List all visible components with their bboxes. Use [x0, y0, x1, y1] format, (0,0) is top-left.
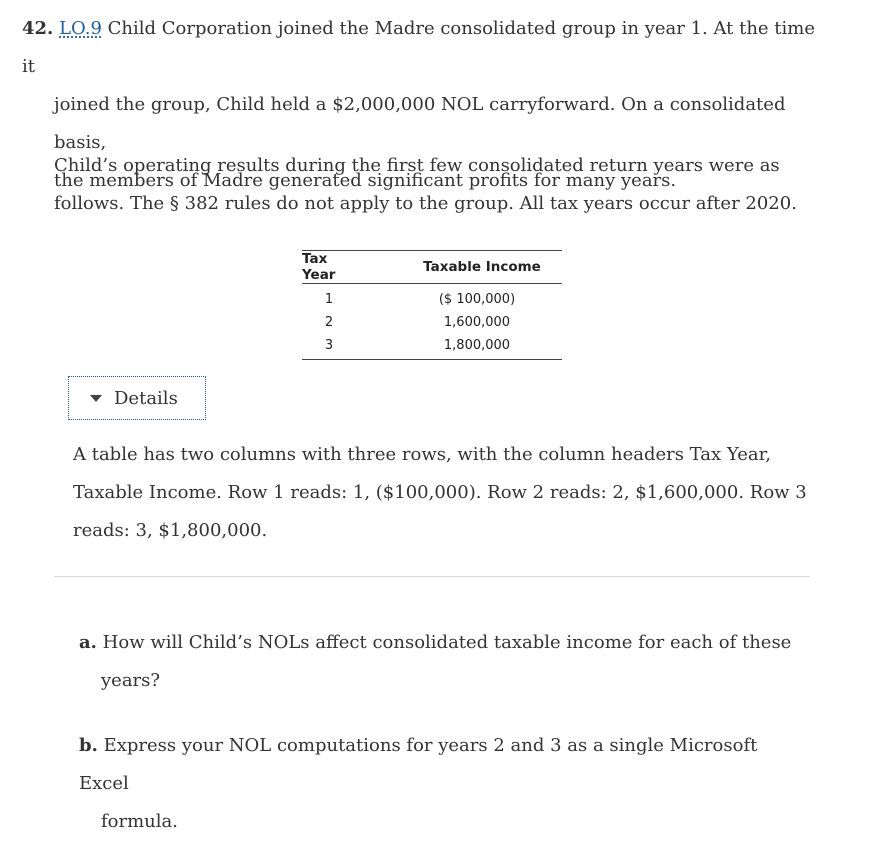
cell-year: 1	[324, 292, 334, 307]
details-line-3: reads: 3, $1,800,000.	[73, 520, 268, 541]
details-line-2: Taxable Income. Row 1 reads: 1, ($100,000). Row 2 reads: 2, $1,600,000. Row 3	[73, 482, 807, 503]
details-description	[73, 436, 813, 550]
cell-year: 3	[324, 338, 334, 353]
problem-line-1	[22, 10, 822, 86]
question-b-line-1: Express your NOL computations for years 2 and 3 as a single Microsoft Excel	[79, 735, 758, 794]
problem-number: 42.	[22, 18, 54, 39]
divider	[54, 576, 810, 577]
learning-objective-link[interactable]: LO.9	[59, 18, 102, 39]
table-row	[302, 334, 562, 357]
details-toggle[interactable]	[68, 376, 206, 420]
question-b	[79, 727, 799, 841]
question-a-line-1: How will Child’s NOLs affect consolidated taxable income for each of these	[102, 632, 792, 653]
cell-income: 1,800,000	[443, 338, 511, 353]
cell-year: 2	[324, 315, 334, 330]
question-b-line-2: formula.	[101, 811, 178, 832]
problem-text-line-2: joined the group, Child held a $2,000,000 NOL carryforward. On a consolidated basis,	[54, 94, 786, 153]
problem-text-line-1: Child Corporation joined the Madre consolidated group in year 1. At the time it	[22, 18, 816, 77]
cell-income: 1,600,000	[443, 315, 511, 330]
details-line-1: A table has two columns with three rows, with the column headers Tax Year,	[73, 444, 771, 465]
question-b-label: b.	[79, 735, 98, 756]
paragraph-line-2: follows. The § 382 rules do not apply to the group. All tax years occur after 2020.	[54, 193, 797, 214]
question-a	[79, 624, 799, 700]
header-taxable-income: Taxable Income	[423, 259, 541, 275]
operating-results-paragraph	[54, 147, 824, 223]
problem-text-line-3: the members of Madre generated significant profits for many years.	[54, 170, 677, 191]
taxable-income-table	[302, 250, 562, 360]
triangle-down-icon	[90, 395, 102, 402]
header-tax-year: Tax Year	[302, 251, 336, 283]
table-row	[302, 288, 562, 311]
question-a-label: a.	[79, 632, 97, 653]
cell-income: ($ 100,000)	[438, 292, 516, 307]
paragraph-line-1: Child’s operating results during the first few consolidated return years were as	[54, 155, 780, 176]
table-header-row	[302, 251, 562, 284]
details-label: Details	[114, 387, 178, 409]
table-row	[302, 311, 562, 334]
question-a-line-2: years?	[101, 670, 161, 691]
